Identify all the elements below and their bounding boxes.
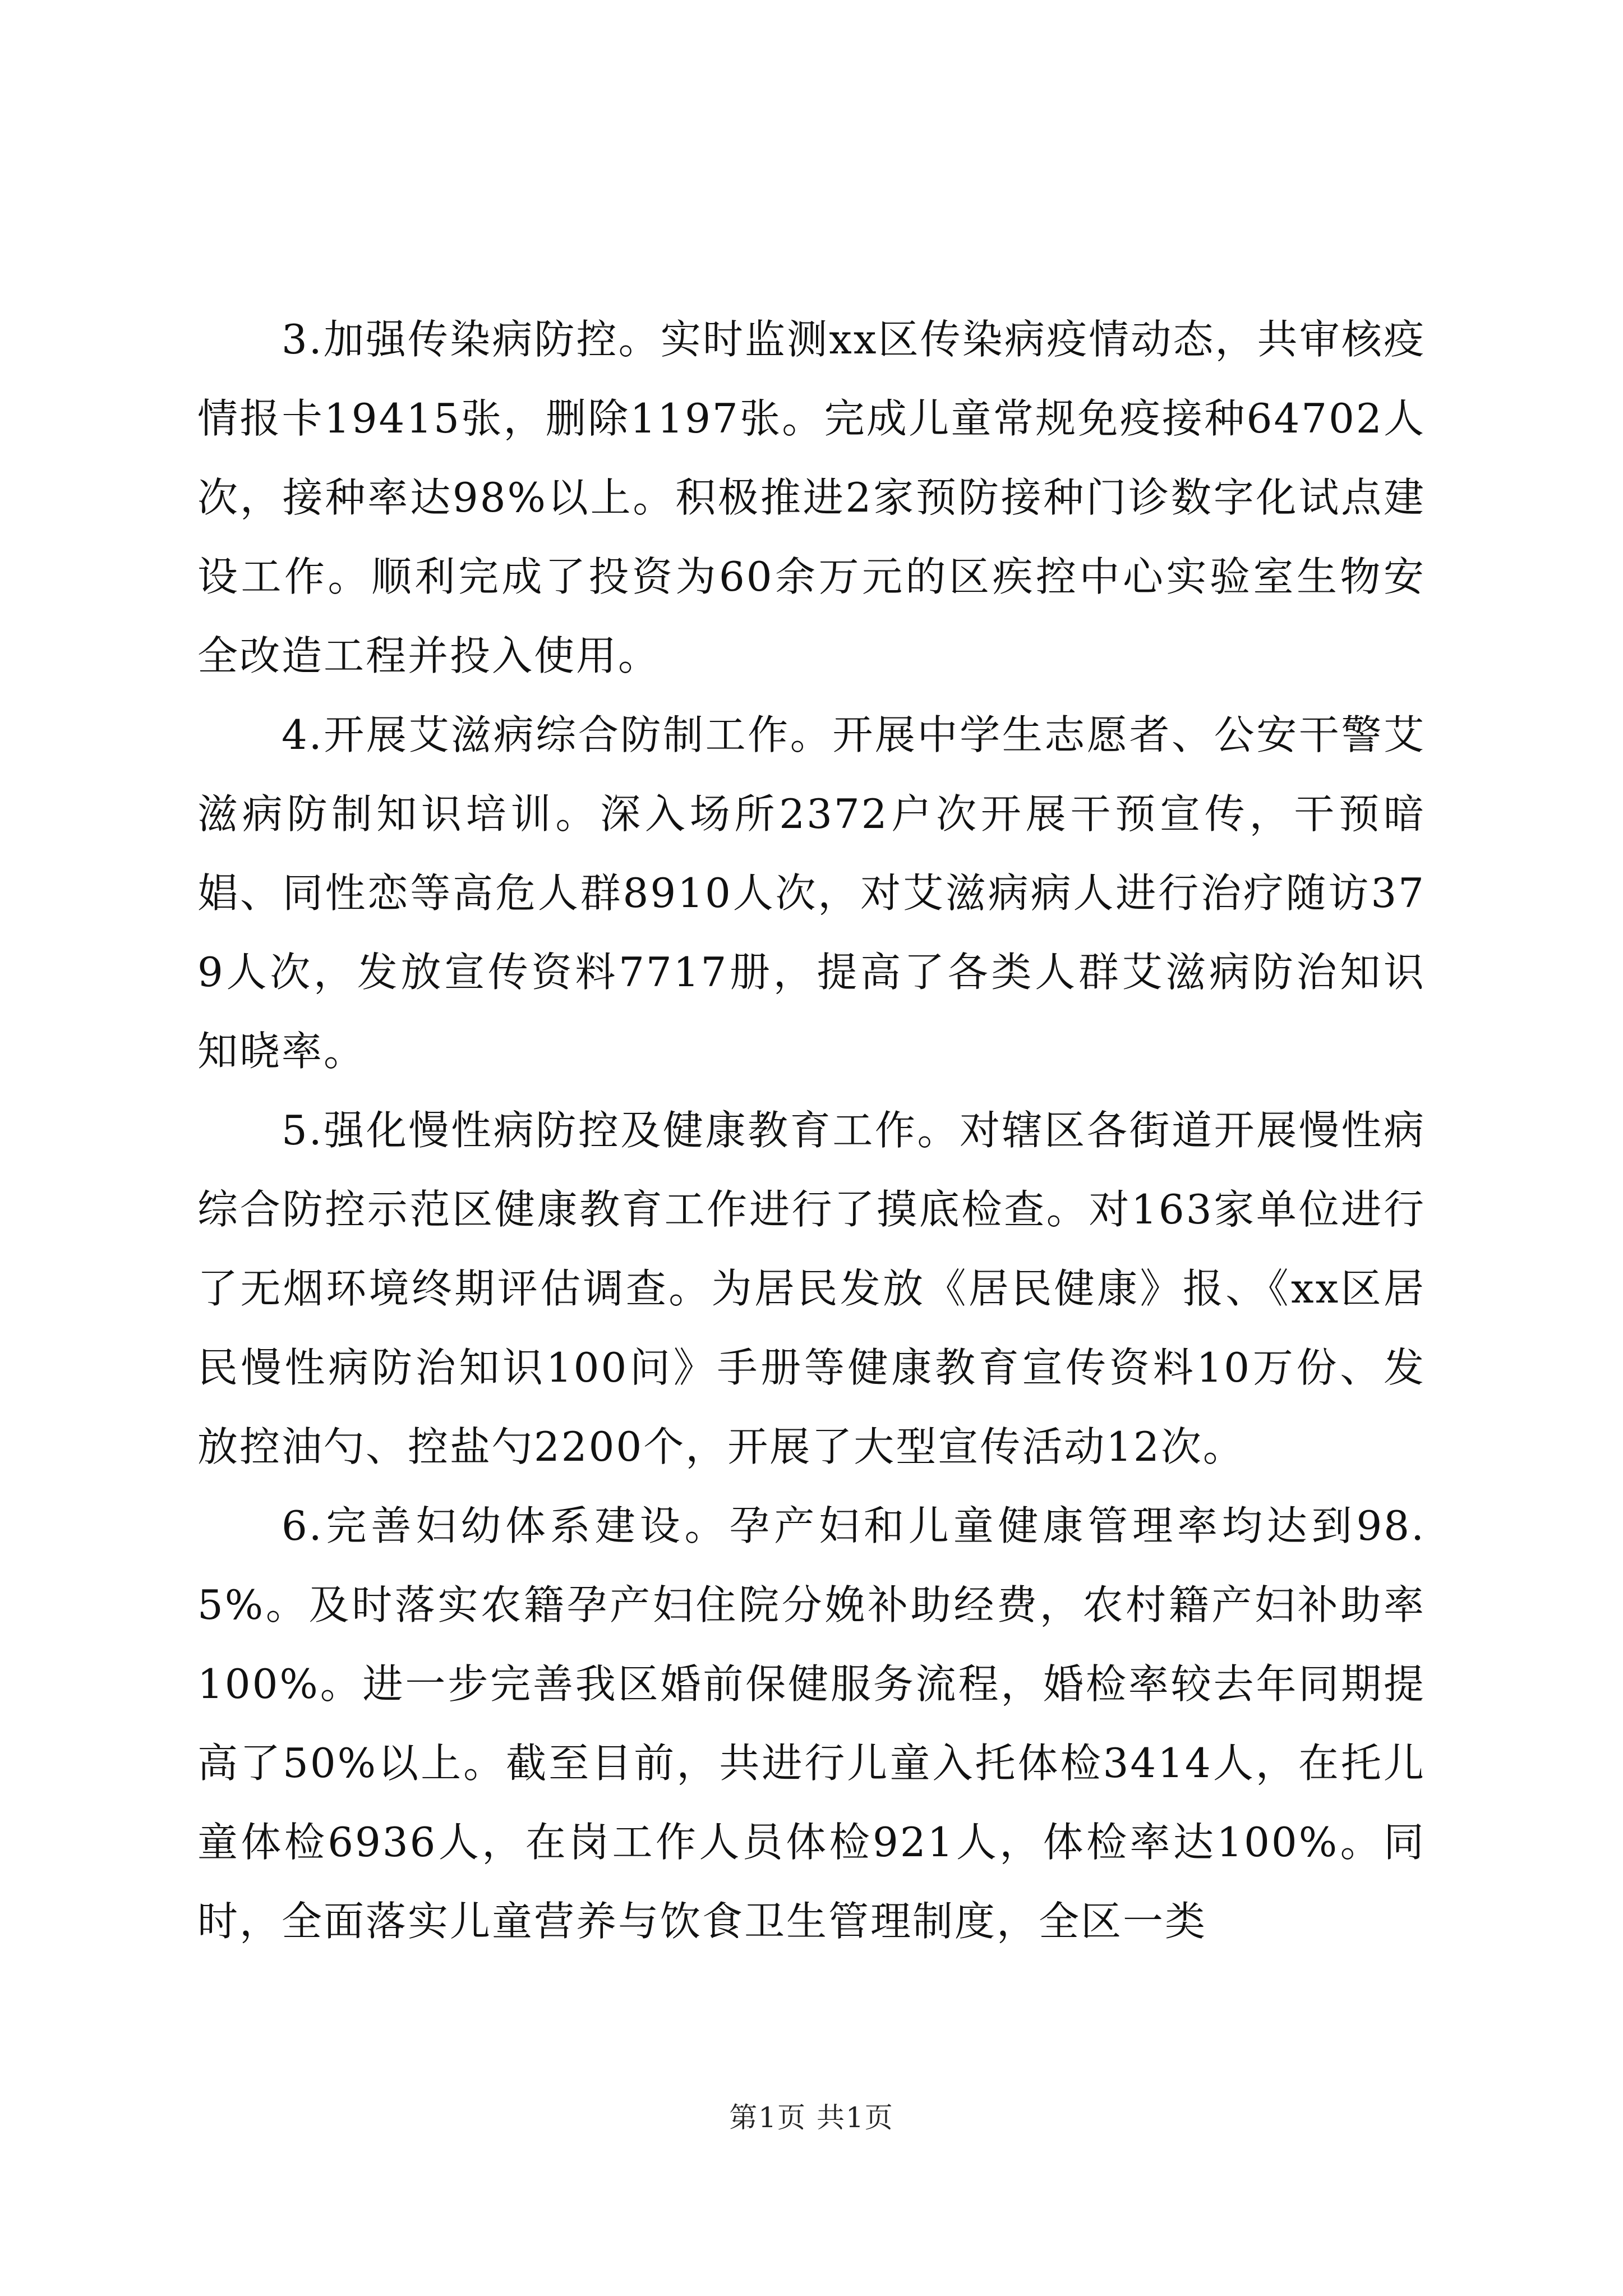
document-body — [197, 300, 1426, 1961]
paragraph-communicable-disease: 3.加强传染病防控。实时监测xx区传染病疫情动态，共审核疫情报卡19415张，删除1197张。完成儿童常规免疫接种64702人次，接种率达98%以上。积极推进2家预防接种门诊数字化试点建设工作。顺利完成了投资为60余万元的区疾控中心实验室生物安全改造工程并投入使用。 — [197, 316, 1426, 679]
page-footer: 第1页 共1页 — [729, 2101, 894, 2134]
paragraph-aids-prevention: 4.开展艾滋病综合防制工作。开展中学生志愿者、公安干警艾滋病防制知识培训。深入场所2372户次开展干预宣传，干预暗娼、同性恋等高危人群8910人次，对艾滋病病人进行治疗随访379人次，发放宣传资料7717册，提高了各类人群艾滋病防治知识知晓率。 — [197, 711, 1426, 1075]
paragraph-maternal-child: 6.完善妇幼体系建设。孕产妇和儿童健康管理率均达到98.5%。及时落实农籍孕产妇住院分娩补助经费，农村籍产妇补助率100%。进一步完善我区婚前保健服务流程，婚检率较去年同期提高了50%以上。截至目前，共进行儿童入托体检3414人，在托儿童体检6936人，在岗工作人员体检921人，体检率达100%。同时，全面落实儿童营养与饮食卫生管理制度，全区一类 — [197, 1502, 1426, 1945]
paragraph-chronic-disease: 5.强化慢性病防控及健康教育工作。对辖区各街道开展慢性病综合防控示范区健康教育工作进行了摸底检查。对163家单位进行了无烟环境终期评估调查。为居民发放《居民健康》报、《xx区居民慢性病防治知识100问》手册等健康教育宣传资料10万份、发放控油勺、控盐勺2200个，开展了大型宣传活动12次。 — [197, 1107, 1426, 1470]
